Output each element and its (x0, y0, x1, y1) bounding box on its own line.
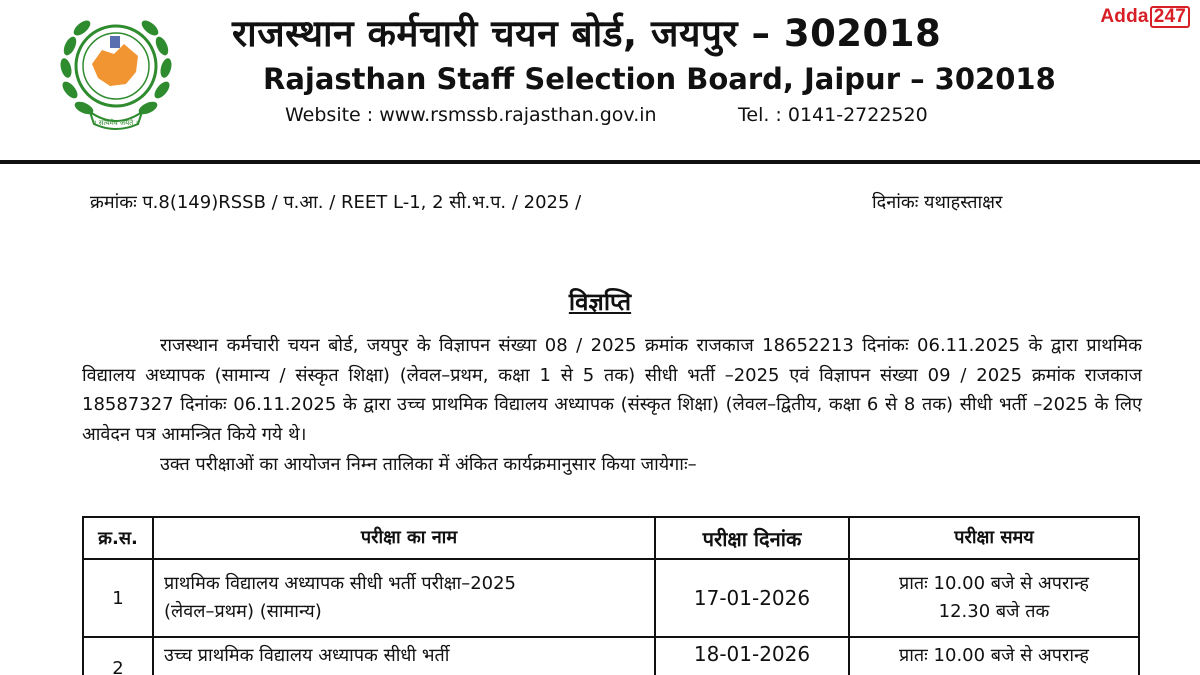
table-row (83, 559, 1139, 637)
telephone-text: Tel. : 0141-2722520 (738, 104, 928, 126)
exam-schedule-table (82, 516, 1140, 675)
notice-title: विज्ञप्ति (568, 288, 632, 316)
adda247-watermark (1100, 6, 1190, 28)
exam-name-line: उच्च प्राथमिक विद्यालय अध्यापक सीधी भर्ती (164, 645, 450, 666)
col-header-exam-name: परीक्षा का नाम (153, 517, 655, 559)
col-header-sno: क्र.स. (83, 517, 153, 559)
exam-name-line: (लेवल–प्रथम) (सामान्य) (164, 601, 322, 622)
exam-time-line: 12.30 बजे तक (938, 601, 1050, 622)
exam-name-line: प्राथमिक विद्यालय अध्यापक सीधी भर्ती परीक्षा–2025 (164, 573, 517, 594)
logo-motto: ॥ सत्यमेव जयते ॥ (92, 119, 140, 127)
watermark-number: 247 (1150, 6, 1190, 28)
board-title-hindi: राजस्थान कर्मचारी चयन बोर्ड, जयपुर – 302018 (232, 12, 942, 55)
row-exam-time (849, 559, 1139, 637)
row-exam-date: 17-01-2026 (655, 559, 849, 637)
notice-paragraph-2: उक्त परीक्षाओं का आयोजन निम्न तालिका में अंकित कार्यक्रमानुसार किया जायेगाः– (160, 454, 697, 475)
row-exam-date: 18-01-2026 (655, 637, 849, 675)
exam-time-line: प्रातः 10.00 बजे से अपरान्ह (899, 645, 1089, 666)
row-sno: 2 (83, 637, 153, 675)
reference-date: दिनांकः यथाहस्ताक्षर (872, 192, 1003, 213)
reference-number: क्रमांकः प.8(149)RSSB / प.आ. / REET L-1, 2 सी.भ.प. / 2025 / (90, 192, 582, 213)
board-title-english: Rajasthan Staff Selection Board, Jaipur – 302018 (263, 62, 1056, 96)
col-header-exam-date: परीक्षा दिनांक (655, 517, 849, 559)
notice-body (82, 331, 1142, 480)
exam-time-line: प्रातः 10.00 बजे से अपरान्ह (899, 573, 1089, 594)
row-exam-name (153, 559, 655, 637)
table-row (83, 637, 1139, 675)
row-exam-name (153, 637, 655, 675)
table-header-row (83, 517, 1139, 559)
header-divider (0, 160, 1200, 164)
notice-paragraph-1: राजस्थान कर्मचारी चयन बोर्ड, जयपुर के विज्ञापन संख्या 08 / 2025 क्रमांक राजकाज 18652213 दिनांकः 06.11.2025 के द्वारा प्राथमिक विद्यालय अध्यापक (सामान्य / संस्कृत शिक्षा) (लेवल–प्रथम, कक्षा 1 से 5 तक) सीधी भर्ती –2025 एवं विज्ञापन संख्या 09 / 2025 क्रमांक राजकाज 18587327 दिनांकः 06.11.2025 के द्वारा उच्च प्राथमिक विद्यालय अध्यापक (संस्कृत शिक्षा) (लेवल–द्वितीय, कक्षा 6 से 8 तक) सीधी भर्ती –2025 के लिए आवेदन पत्र आमन्त्रित किये गये थे। (82, 335, 1142, 445)
rsmssb-emblem-logo (52, 6, 180, 134)
watermark-brand: Adda (1100, 6, 1149, 27)
col-header-exam-time: परीक्षा समय (849, 517, 1139, 559)
website-text: Website : www.rsmssb.rajasthan.gov.in (285, 104, 657, 126)
row-sno: 1 (83, 559, 153, 637)
row-exam-time (849, 637, 1139, 675)
